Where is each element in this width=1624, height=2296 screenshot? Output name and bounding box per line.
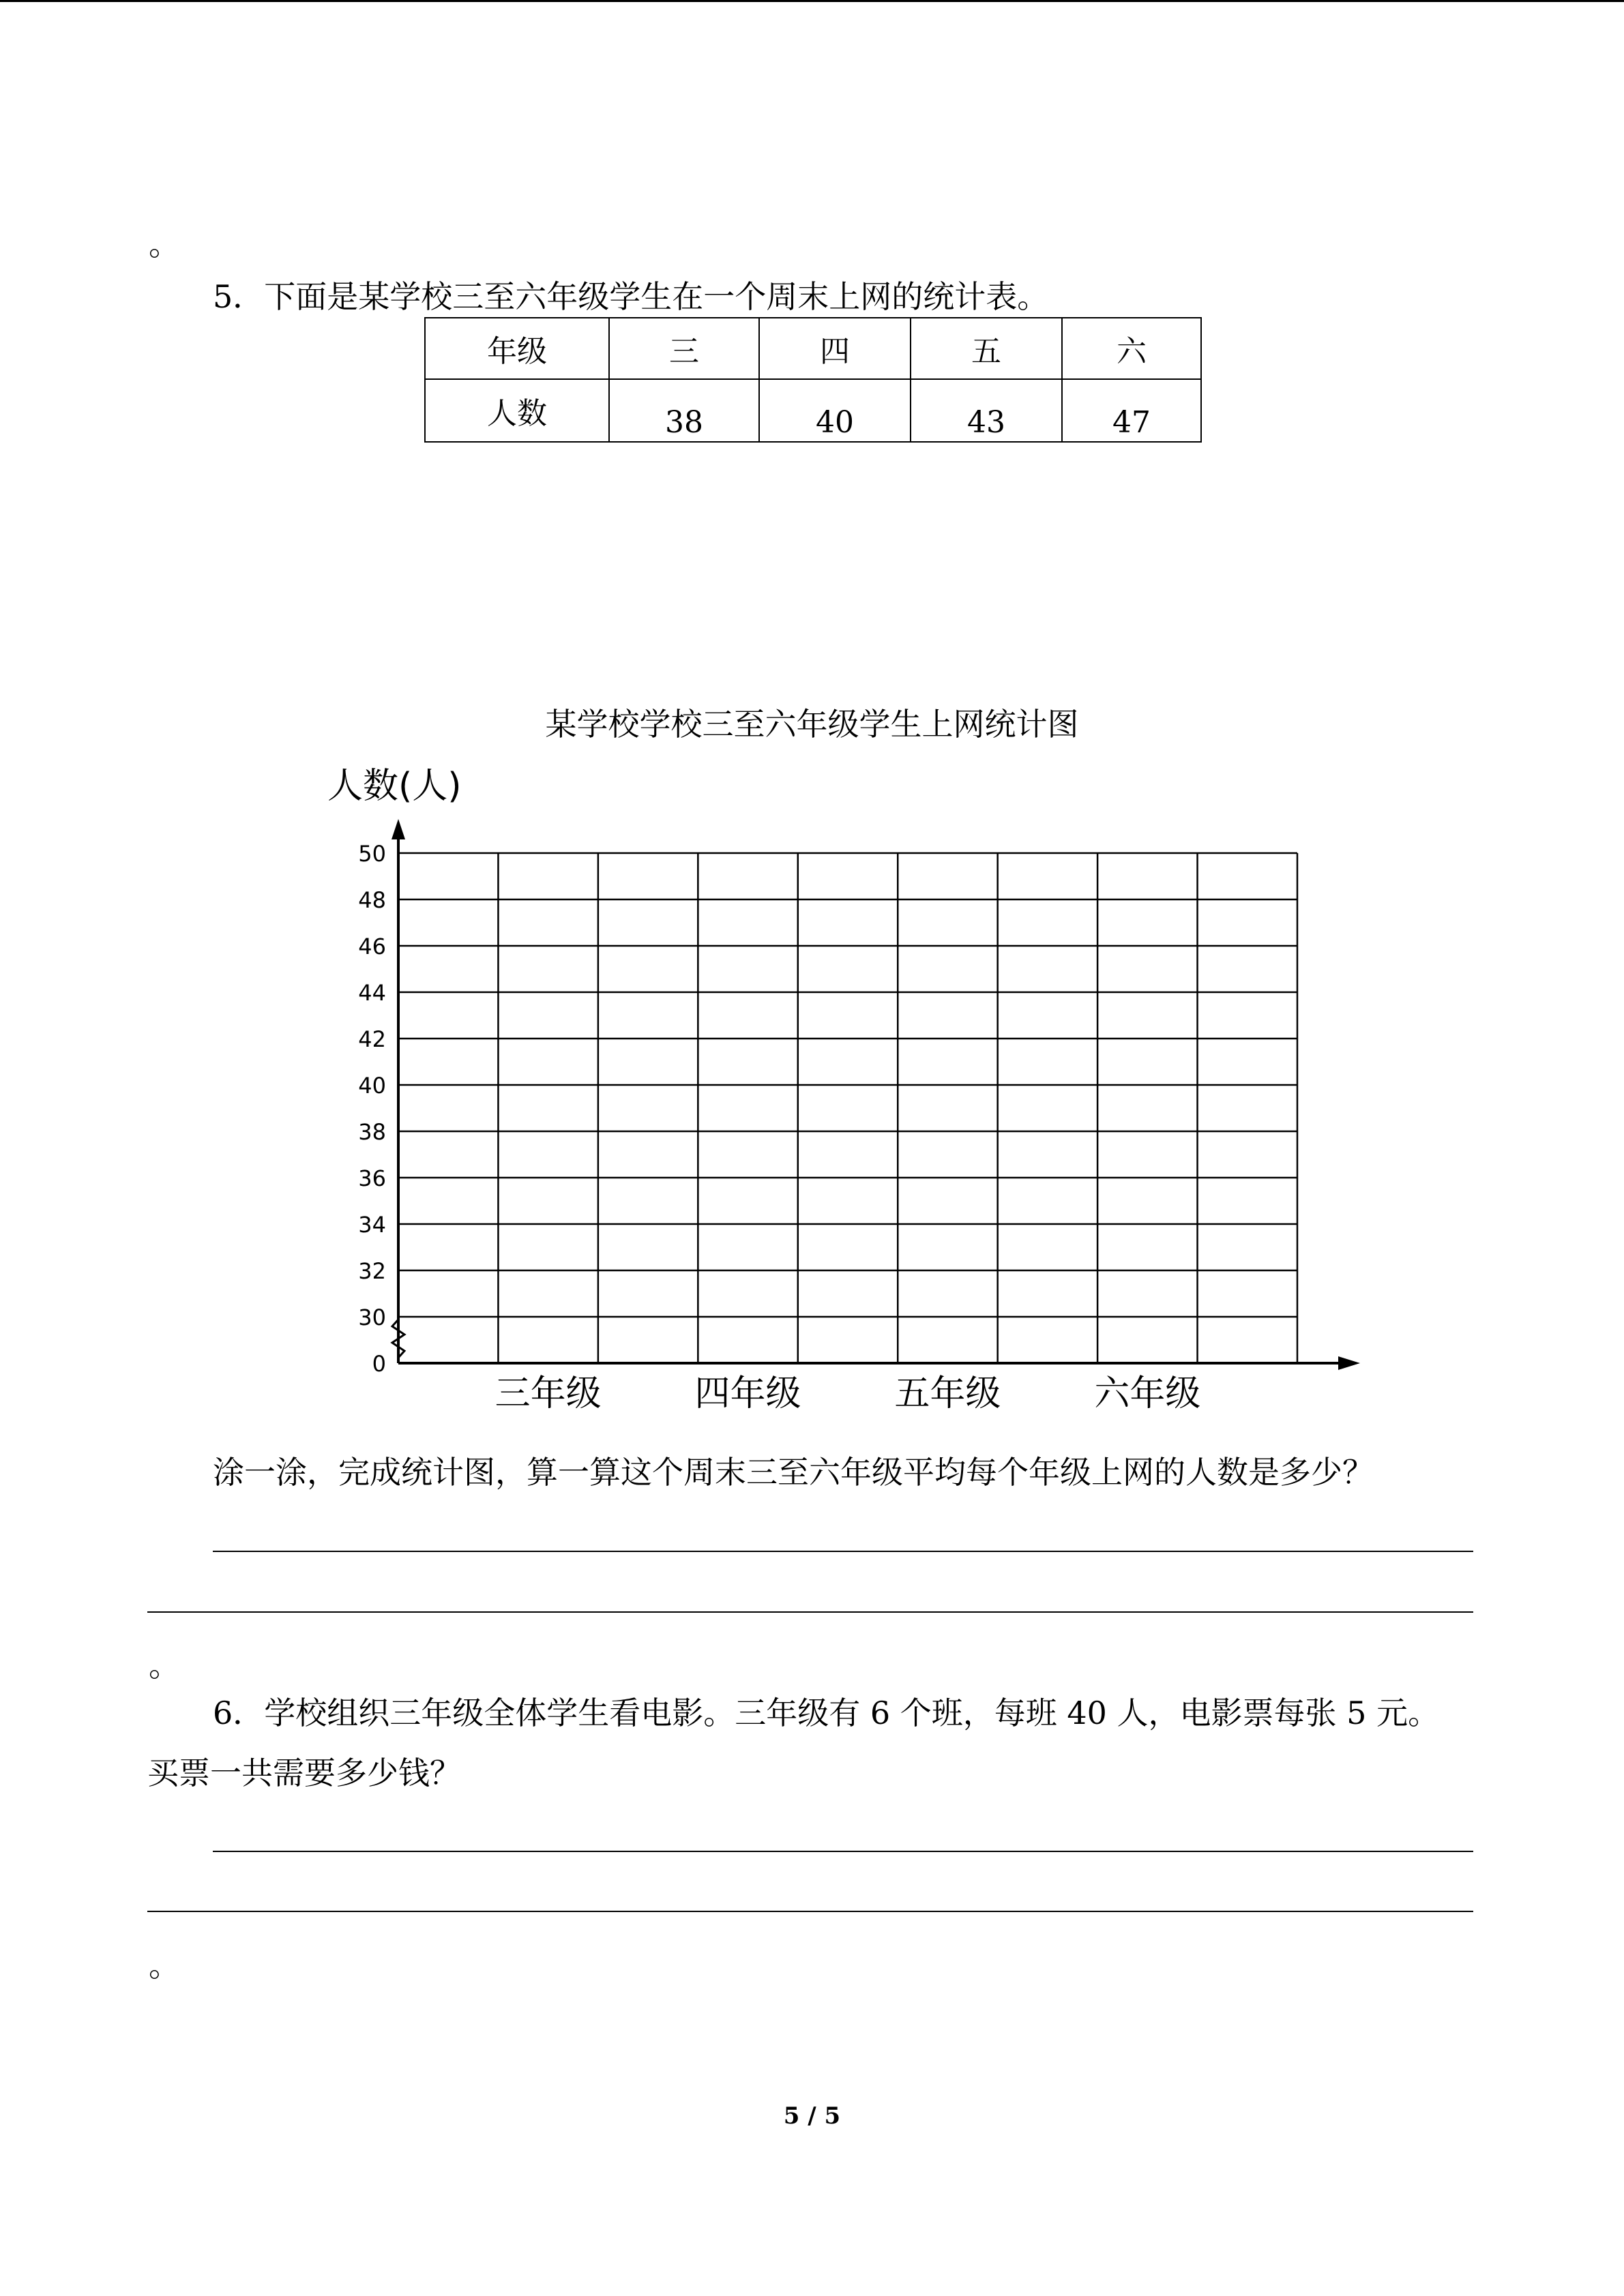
table-row-grade	[425, 318, 1201, 379]
period-mark-3: 。	[149, 1947, 180, 1984]
y-tick-label: 30	[358, 1304, 386, 1330]
y-tick-label: 0	[372, 1351, 386, 1377]
y-tick-label: 46	[358, 934, 386, 959]
y-axis-arrow	[392, 819, 405, 839]
question-5-prompt: 涂一涂，完成统计图，算一算这个周末三至六年级平均每个年级上网的人数是多少？	[213, 1454, 1374, 1491]
y-tick-label: 44	[358, 980, 386, 1006]
question-6-line-2: 买票一共需要多少钱？	[147, 1755, 461, 1791]
y-tick-label: 42	[358, 1026, 386, 1052]
table-cell-grade: 六	[1062, 318, 1201, 379]
x-category-label: 三年级	[494, 1373, 602, 1414]
x-category-label: 五年级	[894, 1373, 1001, 1414]
y-tick-label: 48	[358, 887, 386, 913]
question-5-text: 5．下面是某学校三至六年级学生在一个周末上网的统计表。	[213, 278, 1049, 315]
question-6-line-1: 6．学校组织三年级全体学生看电影。三年级有 6 个班，每班 40 人，电影票每张 5 元。	[213, 1695, 1440, 1731]
answer-line[interactable]	[147, 1611, 1473, 1613]
y-tick-label: 34	[358, 1212, 386, 1238]
table-header-grade: 年级	[425, 318, 609, 379]
y-tick-label: 32	[358, 1258, 386, 1284]
table-header-count: 人数	[425, 379, 609, 442]
y-tick-label: 50	[358, 841, 386, 867]
table-cell-grade: 四	[759, 318, 911, 379]
period-mark-2: 。	[149, 1647, 180, 1684]
x-axis-arrow	[1338, 1356, 1360, 1370]
x-category-label: 六年级	[1094, 1373, 1201, 1414]
y-tick-label: 36	[358, 1165, 386, 1191]
table-cell-grade: 五	[911, 318, 1062, 379]
table-cell-count: 47	[1062, 379, 1201, 442]
chart-title: 某学校学校三至六年级学生上网统计图	[545, 706, 1079, 743]
page-top-border	[0, 0, 1624, 2]
table-cell-grade: 三	[609, 318, 759, 379]
stats-table	[424, 317, 1202, 443]
table-cell-count: 43	[911, 379, 1062, 442]
period-mark-1: 。	[149, 226, 180, 263]
chart-grid	[398, 853, 1297, 1363]
answer-line[interactable]	[147, 1911, 1473, 1912]
bar-chart	[314, 754, 1378, 1429]
table-cell-count: 40	[759, 379, 911, 442]
table-row-count	[425, 379, 1201, 442]
y-tick-label: 40	[358, 1073, 386, 1099]
table-cell-count: 38	[609, 379, 759, 442]
answer-line[interactable]	[213, 1851, 1473, 1852]
answer-line[interactable]	[213, 1551, 1473, 1552]
page-number: 5 / 5	[783, 2102, 841, 2130]
y-tick-label: 38	[358, 1119, 386, 1145]
y-axis-label: 人数(人)	[327, 766, 462, 807]
chart-axes	[392, 819, 1360, 1370]
x-category-label: 四年级	[694, 1373, 801, 1414]
x-category-labels	[495, 1373, 1201, 1414]
y-tick-labels	[358, 841, 386, 1377]
